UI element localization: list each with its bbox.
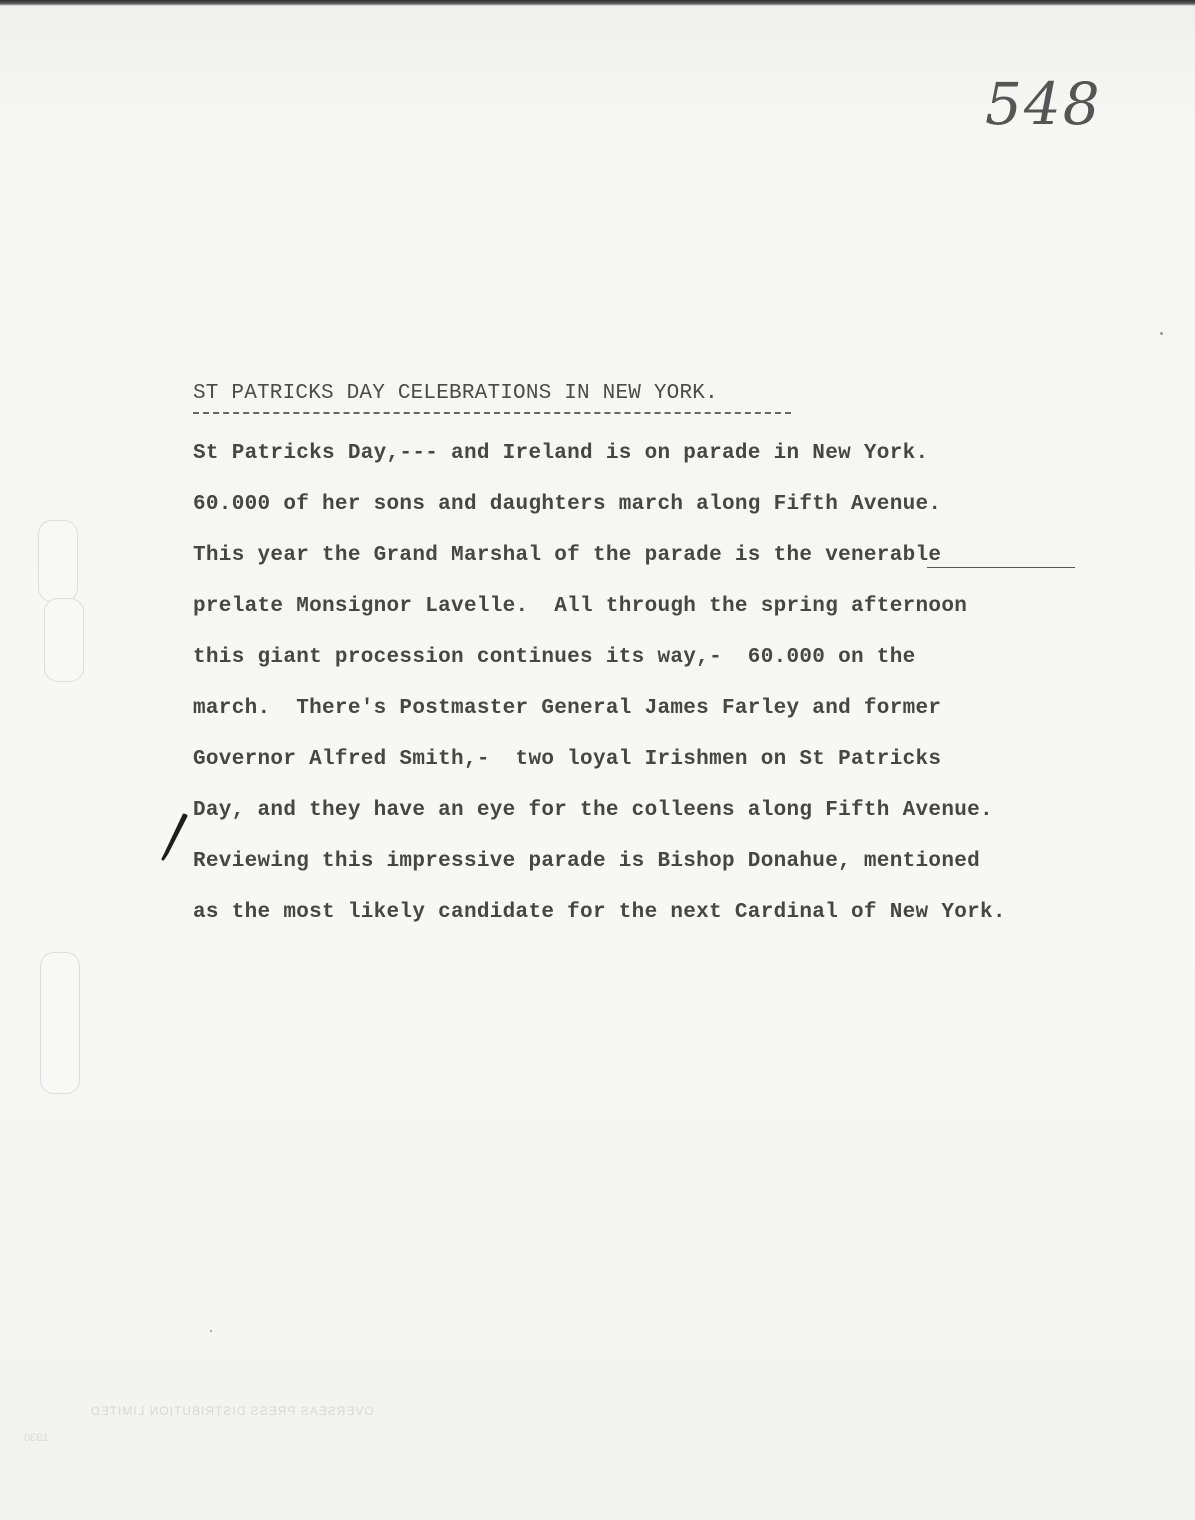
- handwritten-underline: [927, 567, 1075, 568]
- scan-top-edge: [0, 0, 1195, 6]
- scan-speck: [210, 1330, 212, 1332]
- document-title: ST PATRICKS DAY CELEBRATIONS IN NEW YORK.: [193, 382, 718, 405]
- scan-speck: [1160, 332, 1163, 335]
- body-line: this giant procession continues its way,- 60.000 on the: [193, 646, 916, 669]
- body-line: 60.000 of her sons and daughters march along Fifth Avenue.: [193, 493, 942, 516]
- document-body: [193, 428, 1153, 938]
- punch-hole-lower: [40, 952, 80, 1094]
- faded-mirrored-stamp-small: 1930: [24, 1432, 49, 1444]
- body-line: This year the Grand Marshal of the parade is the venerable: [193, 544, 942, 567]
- handwritten-page-number: 548: [985, 70, 1102, 138]
- faded-mirrored-stamp: OVERSEAS PRESS DISTRIBUTION LIMITED: [90, 1404, 374, 1418]
- body-line: St Patricks Day,--- and Ireland is on parade in New York.: [193, 442, 929, 465]
- punch-hole-top: [38, 520, 78, 602]
- body-line: march. There's Postmaster General James Farley and former: [193, 697, 942, 720]
- title-dashed-rule: [193, 412, 791, 414]
- body-line: prelate Monsignor Lavelle. All through the spring afternoon: [193, 595, 968, 618]
- body-line: as the most likely candidate for the next Cardinal of New York.: [193, 901, 1006, 924]
- body-line: Reviewing this impressive parade is Bishop Donahue, mentioned: [193, 850, 981, 873]
- pencil-margin-mark: [160, 813, 190, 861]
- body-line: Governor Alfred Smith,- two loyal Irishmen on St Patricks: [193, 748, 942, 771]
- punch-hole-upper-middle: [44, 598, 84, 682]
- body-line: Day, and they have an eye for the colleens along Fifth Avenue.: [193, 799, 993, 822]
